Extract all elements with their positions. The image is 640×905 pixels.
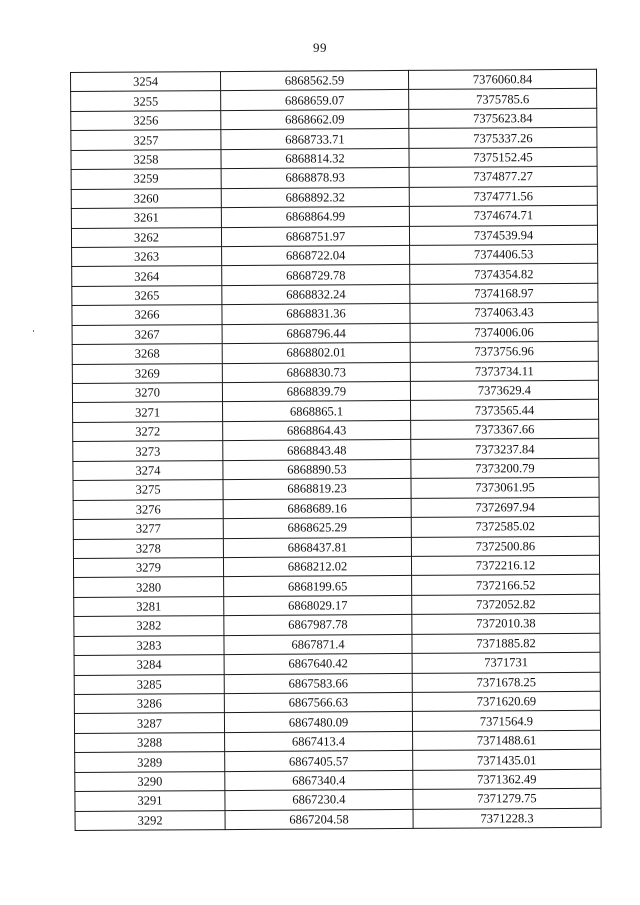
y-coordinate-cell: 7371279.75 (413, 788, 601, 809)
point-number-cell: 3270 (72, 383, 222, 403)
point-number-cell: 3262 (71, 227, 221, 247)
point-number-cell: 3289 (75, 752, 225, 772)
x-coordinate-cell: 6868831.36 (222, 304, 410, 325)
y-coordinate-cell: 7373565.44 (411, 400, 599, 421)
y-coordinate-cell: 7374539.94 (409, 225, 597, 246)
x-coordinate-cell: 6868689.16 (223, 498, 411, 519)
y-coordinate-cell: 7371228.3 (413, 808, 601, 829)
x-coordinate-cell: 6867480.09 (224, 712, 412, 733)
x-coordinate-cell: 6868830.73 (222, 362, 410, 383)
y-coordinate-cell: 7372697.94 (411, 497, 599, 518)
point-number-cell: 3272 (73, 421, 223, 441)
coordinates-table (70, 69, 602, 831)
y-coordinate-cell: 7374063.43 (410, 303, 598, 324)
point-number-cell: 3287 (74, 713, 224, 733)
point-number-cell: 3276 (73, 499, 223, 519)
x-coordinate-cell: 6868819.23 (223, 479, 411, 500)
point-number-cell: 3259 (71, 169, 221, 189)
x-coordinate-cell: 6868864.43 (223, 420, 411, 441)
point-number-cell: 3255 (71, 91, 221, 111)
x-coordinate-cell: 6868212.02 (223, 556, 411, 577)
y-coordinate-cell: 7373756.96 (410, 341, 598, 362)
x-coordinate-cell: 6868796.44 (222, 323, 410, 344)
x-coordinate-cell: 6867987.78 (224, 615, 412, 636)
x-coordinate-cell: 6868625.29 (223, 517, 411, 538)
y-coordinate-cell: 7371885.82 (412, 633, 600, 654)
scan-mark (33, 330, 34, 332)
x-coordinate-cell: 6868802.01 (222, 343, 410, 364)
y-coordinate-cell: 7371731 (412, 652, 600, 673)
point-number-cell: 3284 (74, 655, 224, 675)
y-coordinate-cell: 7375785.6 (409, 89, 597, 110)
point-number-cell: 3274 (73, 460, 223, 480)
x-coordinate-cell: 6868659.07 (221, 90, 409, 111)
x-coordinate-cell: 6868843.48 (223, 440, 411, 461)
y-coordinate-cell: 7372585.02 (411, 516, 599, 537)
y-coordinate-cell: 7374168.97 (410, 283, 598, 304)
point-number-cell: 3288 (75, 732, 225, 752)
point-number-cell: 3256 (71, 110, 221, 130)
point-number-cell: 3268 (72, 344, 222, 364)
y-coordinate-cell: 7376060.84 (408, 69, 596, 90)
y-coordinate-cell: 7373734.11 (410, 361, 598, 382)
x-coordinate-cell: 6868562.59 (221, 70, 409, 91)
y-coordinate-cell: 7374877.27 (409, 166, 597, 187)
y-coordinate-cell: 7373061.95 (411, 477, 599, 498)
x-coordinate-cell: 6867204.58 (225, 809, 413, 830)
y-coordinate-cell: 7374354.82 (410, 264, 598, 285)
x-coordinate-cell: 6868839.79 (222, 381, 410, 402)
point-number-cell: 3266 (72, 305, 222, 325)
coordinates-table-body (71, 69, 602, 830)
point-number-cell: 3282 (74, 616, 224, 636)
point-number-cell: 3257 (71, 130, 221, 150)
y-coordinate-cell: 7371435.01 (413, 750, 601, 771)
point-number-cell: 3292 (75, 810, 225, 830)
y-coordinate-cell: 7372500.86 (411, 536, 599, 557)
x-coordinate-cell: 6867413.4 (225, 731, 413, 752)
x-coordinate-cell: 6868722.04 (222, 245, 410, 266)
point-number-cell: 3279 (73, 558, 223, 578)
point-number-cell: 3267 (72, 324, 222, 344)
y-coordinate-cell: 7371564.9 (412, 711, 600, 732)
y-coordinate-cell: 7374674.71 (409, 205, 597, 226)
point-number-cell: 3260 (71, 188, 221, 208)
y-coordinate-cell: 7375337.26 (409, 128, 597, 149)
x-coordinate-cell: 6868890.53 (223, 459, 411, 480)
x-coordinate-cell: 6868832.24 (222, 284, 410, 305)
x-coordinate-cell: 6867405.57 (225, 751, 413, 772)
y-coordinate-cell: 7371678.25 (412, 672, 600, 693)
y-coordinate-cell: 7372216.12 (411, 555, 599, 576)
x-coordinate-cell: 6868662.09 (221, 109, 409, 130)
x-coordinate-cell: 6867640.42 (224, 654, 412, 675)
point-number-cell: 3269 (72, 363, 222, 383)
point-number-cell: 3261 (71, 208, 221, 228)
x-coordinate-cell: 6868864.99 (221, 206, 409, 227)
y-coordinate-cell: 7371362.49 (413, 769, 601, 790)
x-coordinate-cell: 6868029.17 (224, 595, 412, 616)
x-coordinate-cell: 6868733.71 (221, 129, 409, 150)
page-number: 99 (313, 40, 327, 55)
point-number-cell: 3290 (75, 771, 225, 791)
y-coordinate-cell: 7374006.06 (410, 322, 598, 343)
y-coordinate-cell: 7373629.4 (410, 380, 598, 401)
y-coordinate-cell: 7372010.38 (412, 614, 600, 635)
point-number-cell: 3278 (73, 538, 223, 558)
point-number-cell: 3285 (74, 674, 224, 694)
point-number-cell: 3286 (74, 694, 224, 714)
x-coordinate-cell: 6868199.65 (224, 576, 412, 597)
point-number-cell: 3275 (73, 480, 223, 500)
point-number-cell: 3281 (74, 596, 224, 616)
x-coordinate-cell: 6868729.78 (222, 265, 410, 286)
x-coordinate-cell: 6867566.63 (224, 692, 412, 713)
x-coordinate-cell: 6868751.97 (221, 226, 409, 247)
point-number-cell: 3265 (72, 285, 222, 305)
x-coordinate-cell: 6868437.81 (223, 537, 411, 558)
x-coordinate-cell: 6867583.66 (224, 673, 412, 694)
point-number-cell: 3254 (71, 72, 221, 92)
y-coordinate-cell: 7372166.52 (412, 575, 600, 596)
y-coordinate-cell: 7374771.56 (409, 186, 597, 207)
point-number-cell: 3291 (75, 791, 225, 811)
y-coordinate-cell: 7373237.84 (411, 439, 599, 460)
y-coordinate-cell: 7375152.45 (409, 147, 597, 168)
x-coordinate-cell: 6867230.4 (225, 790, 413, 811)
point-number-cell: 3264 (72, 266, 222, 286)
x-coordinate-cell: 6868892.32 (221, 187, 409, 208)
x-coordinate-cell: 6867340.4 (225, 770, 413, 791)
point-number-cell: 3277 (73, 519, 223, 539)
x-coordinate-cell: 6868865.1 (223, 401, 411, 422)
y-coordinate-cell: 7371620.69 (412, 691, 600, 712)
y-coordinate-cell: 7372052.82 (412, 594, 600, 615)
y-coordinate-cell: 7373200.79 (411, 458, 599, 479)
point-number-cell: 3280 (74, 577, 224, 597)
y-coordinate-cell: 7371488.61 (413, 730, 601, 751)
point-number-cell: 3283 (74, 635, 224, 655)
table-row (75, 808, 601, 831)
y-coordinate-cell: 7375623.84 (409, 108, 597, 129)
y-coordinate-cell: 7373367.66 (411, 419, 599, 440)
x-coordinate-cell: 6867871.4 (224, 634, 412, 655)
x-coordinate-cell: 6868814.32 (221, 148, 409, 169)
point-number-cell: 3273 (73, 441, 223, 461)
point-number-cell: 3263 (72, 247, 222, 267)
point-number-cell: 3271 (73, 402, 223, 422)
point-number-cell: 3258 (71, 149, 221, 169)
x-coordinate-cell: 6868878.93 (221, 168, 409, 189)
y-coordinate-cell: 7374406.53 (410, 244, 598, 265)
